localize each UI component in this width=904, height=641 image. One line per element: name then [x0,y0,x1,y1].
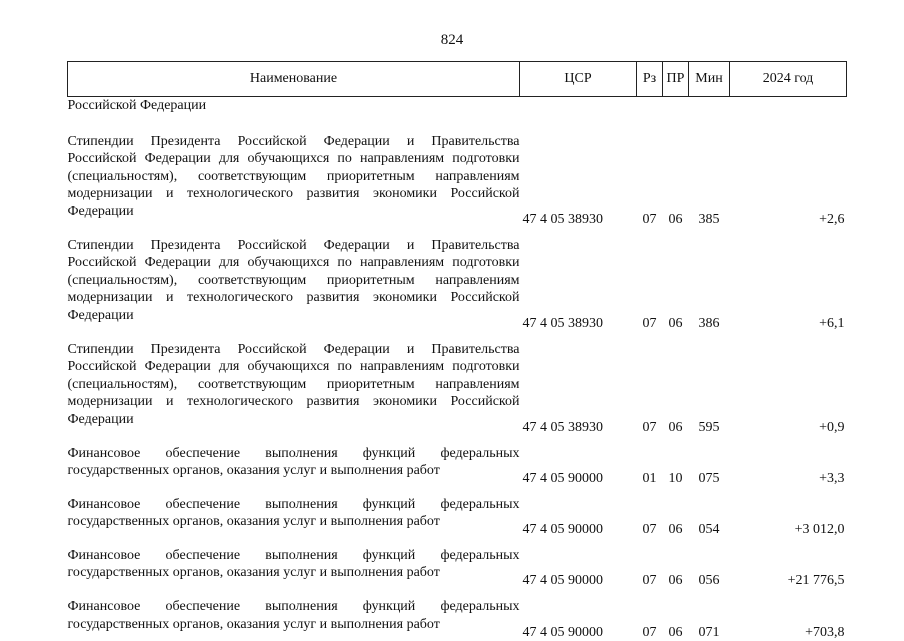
row-min: 071 [698,624,720,640]
header-pr: ПР [663,62,689,97]
row-csr: 47 4 05 38930 [522,315,603,331]
row-name: Финансовое обеспечение выполнения функций федеральных государственных органов, оказания услуг и выполнения работ [67,496,520,530]
header-rz: Рз [637,62,663,97]
row-csr: 47 4 05 90000 [522,573,603,589]
row-rz: 07 [642,573,657,589]
row-name: Финансовое обеспечение выполнения функций федеральных государственных органов, оказания услуг и выполнения работ [67,445,520,479]
row-csr: 47 4 05 38930 [522,419,603,435]
continuation-row [68,97,847,125]
table-row [68,437,847,488]
row-pr: 06 [668,522,683,538]
row-rz: 07 [642,419,657,435]
budget-table [67,61,847,641]
row-min: 054 [698,522,720,538]
row-value: +21 776,5 [787,573,845,589]
row-min: 386 [698,315,720,331]
row-pr: 06 [668,419,683,435]
table-row [68,488,847,539]
table-row [68,590,847,641]
table-row [68,333,847,437]
table-row [68,125,847,229]
row-value: +6,1 [819,315,845,331]
row-pr: 10 [668,471,683,487]
header-csr: ЦСР [520,62,637,97]
row-name: Стипендии Президента Российской Федерации и Правительства Российской Федерации для обучающихся по направлениям подготовки (специальностям), соответствующим приоритетным направлениям модернизации и технологического развития экономики Российской Федерации [67,237,520,323]
row-pr: 06 [668,211,683,227]
row-pr: 06 [668,624,683,640]
header-name: Наименование [68,62,520,97]
row-min: 056 [698,573,720,589]
row-pr: 06 [668,573,683,589]
row-value: +3 012,0 [794,522,845,538]
row-min: 385 [698,211,720,227]
row-name: Стипендии Президента Российской Федерации и Правительства Российской Федерации для обучающихся по направлениям подготовки (специальностям), соответствующим приоритетным направлениям модернизации и технологического развития экономики Российской Федерации [67,133,520,219]
row-name: Финансовое обеспечение выполнения функций федеральных государственных органов, оказания услуг и выполнения работ [67,547,520,581]
row-min: 595 [698,419,720,435]
row-value: +0,9 [819,419,845,435]
row-csr: 47 4 05 90000 [522,624,603,640]
row-name: Стипендии Президента Российской Федерации и Правительства Российской Федерации для обучающихся по направлениям подготовки (специальностям), соответствующим приоритетным направлениям модернизации и технологического развития экономики Российской Федерации [67,341,520,427]
table-row [68,539,847,590]
row-rz: 07 [642,522,657,538]
row-value: +3,3 [819,471,845,487]
header-year: 2024 год [730,62,847,97]
row-csr: 47 4 05 90000 [522,471,603,487]
row-name: Финансовое обеспечение выполнения функций федеральных государственных органов, оказания услуг и выполнения работ [67,599,520,632]
row-rz: 07 [642,211,657,227]
continuation-text: Российской Федерации [67,98,207,113]
header-min: Мин [689,62,730,97]
row-min: 075 [698,471,720,487]
row-rz: 01 [642,471,657,487]
table-header-row [68,62,847,97]
page-number: 824 [440,32,464,48]
row-csr: 47 4 05 90000 [522,522,603,538]
row-csr: 47 4 05 38930 [522,211,603,227]
row-pr: 06 [668,315,683,331]
row-value: +703,8 [805,624,845,640]
row-value: +2,6 [819,211,845,227]
row-rz: 07 [642,315,657,331]
table-row [68,229,847,333]
row-rz: 07 [642,624,657,640]
